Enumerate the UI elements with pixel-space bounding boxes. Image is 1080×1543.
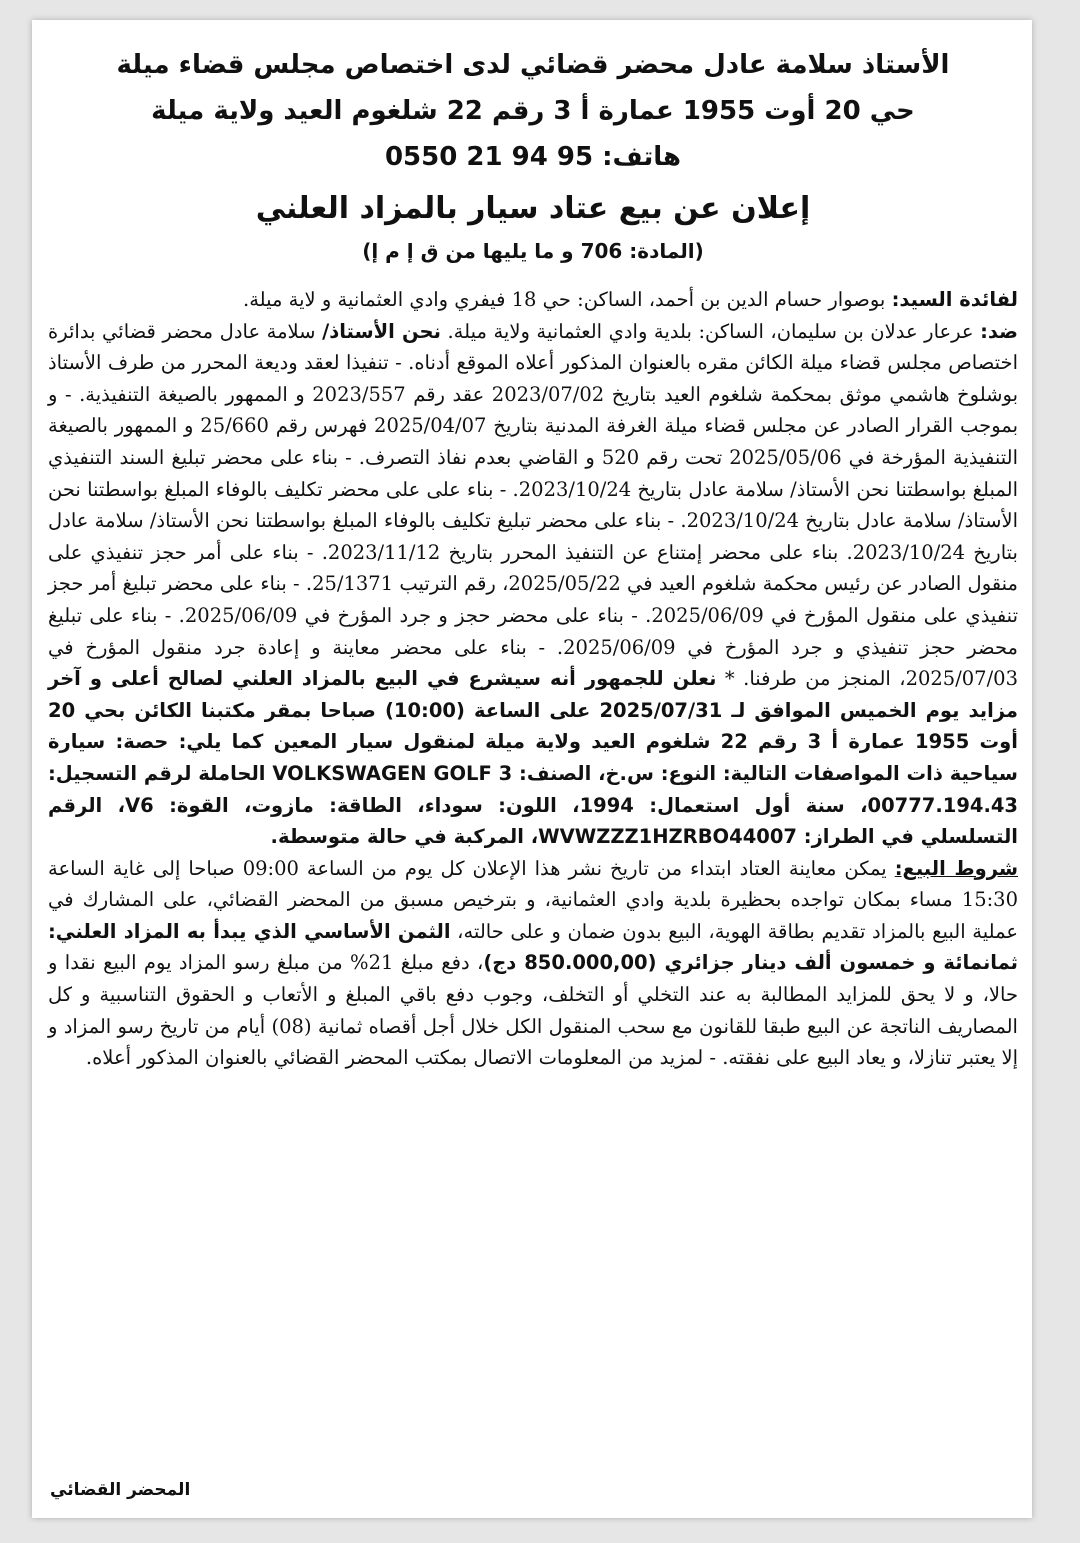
against-text: عرعار عدلان بن سليمان، الساكن: بلدية وادي العثمانية ولاية ميلة. [440,319,981,343]
sale-conditions-label: شروط البيع: [894,856,1019,880]
final-conditions-text: ، دفع مبلغ 21% من مبلغ رسو المزاد يوم البيع نقدا و حالا، و لا يحق للمزايد المطالبة به عند التخلي أو التخلف، وجوب دفع باقي المبلغ و الأتعاب و الحقوق التناسبية و كل المصاريف الناتجة عن البيع طبقا للقانون مع سحب المنقول الكل خلال أجل أقصاه ثمانية (08) أيام من تاريخ رسو المزاد و إلا يعتبر تنازلا، و يعاد البيع على نفقته. - لمزيد من المعلومات الاتصال بمكتب المحضر القضائي بالعنوان المذكور أعلاه. [48,951,1018,1070]
base-price-text: الثمن الأساسي الذي يبدأ به المزاد العلني: ثمانمائة و خمسون ألف دينار جزائري (850.000,00 دج) [48,919,1018,975]
public-announcement-text: نعلن للجمهور أنه سيشرع في البيع بالمزاد العلني لصالح أعلى و آخر مزايد يوم الخميس الموافق لـ 2025/07/31 على الساعة (10:00) صباحا بمقر مكتبنا الكائن بحي 20 أوت 1955 عمارة أ 3 رقم 22 شلغوم العيد ولاية ميلة لمنقول سيار المعين كما يلي: حصة: سيارة سياحية ذات المواصفات التالية: النوع: س.خ، الصنف: VOLKSWAGEN GOLF 3 الحاملة لرقم التسجيل: 00777.194.43، سنة أول استعمال: 1994، اللون: سوداء، الطاقة: مازوت، القوة: V6، الرقم التسلسلي في الطراز: WVWZZZ1HZRBO44007، المركبة في حالة متوسطة. [48,667,1018,849]
header [48,42,1018,266]
main-paragraph [48,284,1018,853]
sale-conditions-text: يمكن معاينة العتاد ابتداء من تاريخ نشر هذا الإعلان كل يوم من الساعة 09:00 صباحا إلى غاية الساعة 15:30 مساء بمكان تواجده بحظيرة بلدية وادي العثمانية، و بترخيص مسبق من المحضر القضائي، على المشارك في عملية البيع بالمزاد تقديم بطاقة الهوية، البيع بدون ضمان و على حالته، [48,856,1018,943]
address-line: حي 20 أوت 1955 عمارة أ 3 رقم 22 شلغوم العيد ولاية ميلة [151,96,915,126]
conditions-paragraph [48,853,1018,1074]
announcement-title: إعلان عن بيع عتاد سيار بالمزاد العلني [255,191,811,226]
announcement-body [48,284,1018,1074]
against-label: ضد: [980,319,1018,343]
phone-line: هاتف: 95 94 21 0550 [384,142,682,172]
legal-article-reference: (المادة: 706 و ما يليها من ق إ م إ) [362,239,704,263]
bailiff-signature: المحضر القضائي [50,1480,191,1500]
main-text: سلامة عادل محضر قضائي بدائرة اختصاص مجلس قضاء ميلة الكائن مقره بالعنوان المذكور أعلاه الموقع أدناه. - تنفيذا لعقد وديعة المحرر من طرف الأستاذ بوشلوخ هاشمي موثق بمحكمة شلغوم العيد بتاريخ 2023/07/02 عقد رقم 2023/557 و الممهور بالصيغة التنفيذية. - و بموجب القرار الصادر عن مجلس قضاء ميلة الغرفة المدنية بتاريخ 2025/04/07 فهرس رقم 25/660 و الممهور بالصيغة التنفيذية المؤرخة في 2025/05/06 تحت رقم 520 و القاضي بعدم نفاذ التصرف. - بناء على محضر تبليغ السند التنفيذي المبلغ بواسطتنا نحن الأستاذ/ سلامة عادل بتاريخ 2023/10/24. - بناء على على محضر تكليف بالوفاء المبلغ بواسطتنا نحن الأستاذ/ سلامة عادل بتاريخ 2023/10/24. - بناء على محضر تبليغ تكليف بالوفاء المبلغ بواسطتنا نحن الأستاذ/ سلامة عادل بتاريخ 2023/10/24. بناء على محضر إمتناع عن التنفيذ المحرر بتاريخ 2023/11/12. - بناء على أمر حجز تنفيذي على منقول الصادر عن رئيس محكمة شلغوم العيد في 2025/05/22، رقم الترتيب 25/1371. - بناء على محضر تبليغ أمر حجز تنفيذي على منقول المؤرخ في 2025/06/09. - بناء على محضر حجز و جرد المؤرخ في 2025/06/09. - بناء على تبليغ محضر حجز تنفيذي و جرد المؤرخ في 2025/06/09. - بناء على محضر معاينة و إعادة جرد منقول المؤرخ في 2025/07/03، المنجز من طرفنا. * [48,319,1019,691]
beneficiary-text: بوصوار حسام الدين بن أحمد، الساكن: حي 18 فيفري وادي العثمانية و لاية ميلة. [243,288,892,311]
we-label: نحن الأستاذ/ [322,319,441,343]
beneficiary-label: لفائدة السيد: [891,288,1018,311]
announcement-sheet [32,20,1032,1518]
bailiff-name-line: الأستاذ سلامة عادل محضر قضائي لدى اختصاص مجلس قضاء ميلة [116,50,950,80]
